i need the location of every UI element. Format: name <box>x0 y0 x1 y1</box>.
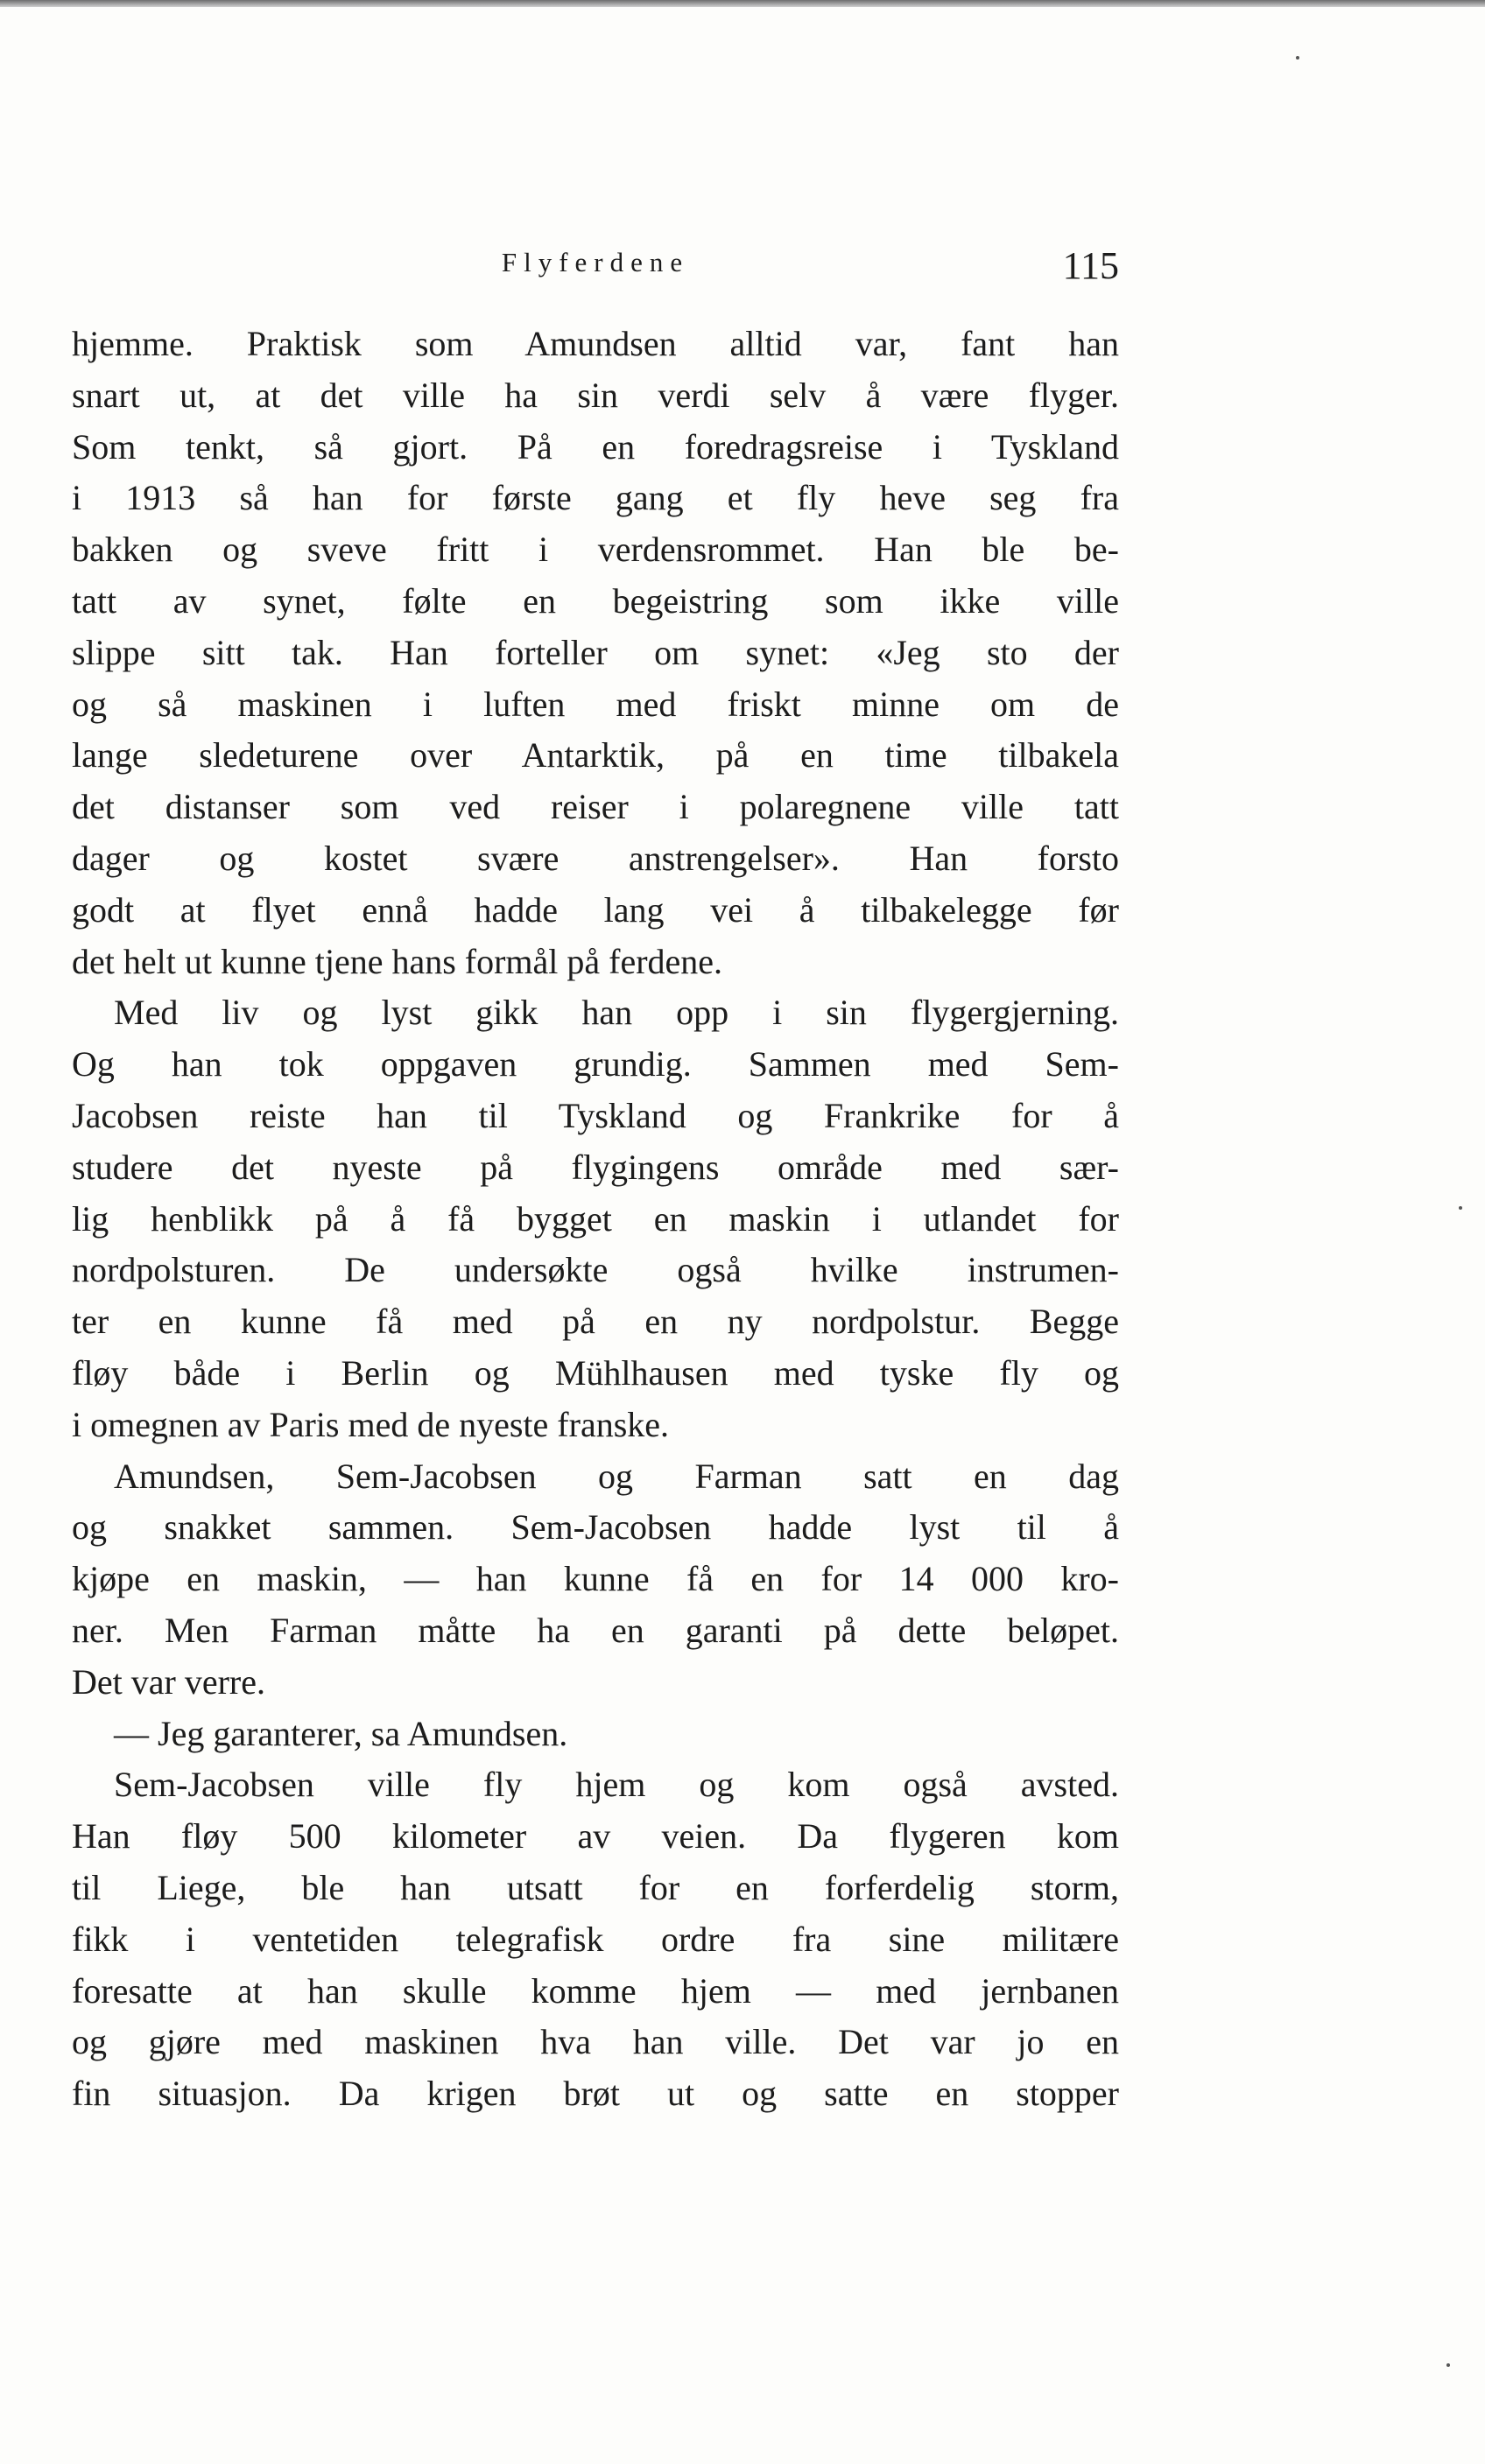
text-line: fløy både i Berlin og Mühlhausen med tyske fly og <box>72 1352 1119 1393</box>
text-line: Som tenkt, så gjort. På en foredragsreise i Tyskland <box>72 426 1119 467</box>
text-line: fikk i ventetiden telegrafisk ordre fra sine militære <box>72 1919 1119 1959</box>
scan-speck <box>1296 56 1299 60</box>
text-line: og så maskinen i luften med friskt minne om de <box>72 684 1119 724</box>
text-line: godt at flyet ennå hadde lang vei å tilbakelegge før <box>72 889 1119 930</box>
running-head: Flyferdene <box>501 247 690 277</box>
text-line: snart ut, at det ville ha sin verdi selv å være flyger. <box>72 375 1119 415</box>
page-header <box>72 236 1119 298</box>
text-line: og gjøre med maskinen hva han ville. Det var jo en <box>72 2022 1119 2062</box>
text-line: ner. Men Farman måtte ha en garanti på dette beløpet. <box>72 1610 1119 1650</box>
text-line: det helt ut kunne tjene hans formål på ferdene. <box>72 941 723 981</box>
text-line: foresatte at han skulle komme hjem — med jernbanen <box>72 1970 1119 2011</box>
text-line: dager og kostet svære anstrengelser». Han forsto <box>72 838 1119 878</box>
text-line: det distanser som ved reiser i polaregnene ville tatt <box>72 787 1119 827</box>
text-line: Det var verre. <box>72 1661 265 1702</box>
scan-speck <box>1446 2363 1450 2367</box>
text-line: kjøpe en maskin, — han kunne få en for 14 000 kro- <box>72 1559 1119 1599</box>
text-line: — Jeg garanterer, sa Amundsen. <box>114 1713 568 1753</box>
text-line: nordpolsturen. De undersøkte også hvilke instrumen- <box>72 1250 1119 1290</box>
text-line: og snakket sammen. Sem-Jacobsen hadde lyst til å <box>72 1507 1119 1548</box>
text-line: til Liege, ble han utsatt for en forferdelig storm, <box>72 1867 1119 1907</box>
page-top-edge <box>0 0 1485 7</box>
text-line: tatt av synet, følte en begeistring som ikke ville <box>72 580 1119 621</box>
body-text <box>72 319 1119 2120</box>
text-line: hjemme. Praktisk som Amundsen alltid var, fant han <box>72 324 1119 363</box>
text-line: Han fløy 500 kilometer av veien. Da flygeren kom <box>72 1816 1119 1857</box>
text-line: Og han tok oppgaven grundig. Sammen med Sem- <box>72 1044 1119 1085</box>
text-line: i 1913 så han for første gang et fly heve seg fra <box>72 478 1119 518</box>
text-line: Amundsen, Sem-Jacobsen og Farman satt en dag <box>114 1456 1119 1496</box>
text-line: ter en kunne få med på en ny nordpolstur. Begge <box>72 1302 1119 1342</box>
page-number: 115 <box>1062 244 1119 287</box>
text-line: fin situasjon. Da krigen brøt ut og satte en stopper <box>72 2074 1119 2114</box>
text-line: Med liv og lyst gikk han opp i sin flygergjerning. <box>114 993 1119 1033</box>
text-line: studere det nyeste på flygingens område med sær- <box>72 1147 1119 1187</box>
text-line: slippe sitt tak. Han forteller om synet: «Jeg sto der <box>72 632 1119 672</box>
scan-speck <box>1459 1206 1462 1210</box>
text-line: Sem-Jacobsen ville fly hjem og kom også avsted. <box>114 1765 1119 1805</box>
text-line: bakken og sveve fritt i verdensrommet. Han ble be- <box>72 530 1119 570</box>
text-line: lig henblikk på å få bygget en maskin i utlandet for <box>72 1198 1119 1239</box>
text-line: Jacobsen reiste han til Tyskland og Frankrike for å <box>72 1095 1119 1135</box>
text-line: i omegnen av Paris med de nyeste franske. <box>72 1404 670 1444</box>
text-line: lange sledeturene over Antarktik, på en time tilbakela <box>72 735 1119 776</box>
